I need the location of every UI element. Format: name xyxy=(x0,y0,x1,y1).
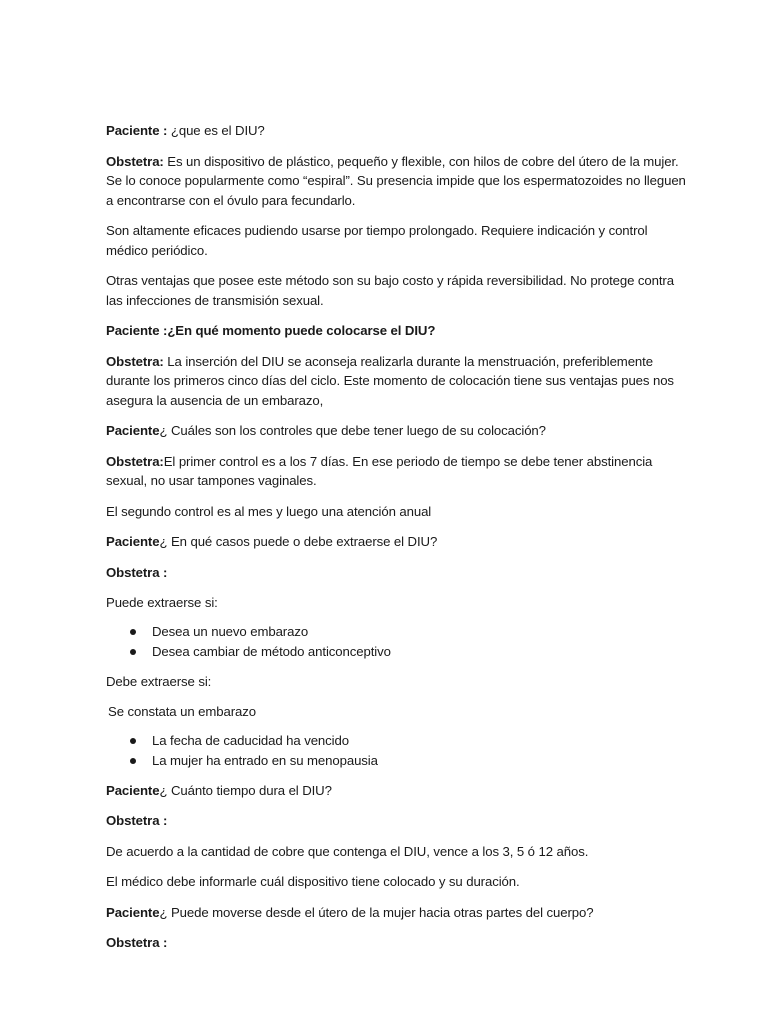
question-1 xyxy=(106,121,688,141)
bullet-icon xyxy=(130,629,136,635)
list-item: Desea un nuevo embarazo xyxy=(130,622,688,642)
bullet-icon xyxy=(130,758,136,764)
list-item: La mujer ha entrado en su menopausia xyxy=(130,751,688,771)
paragraph-inform: El médico debe informarle cuál dispositivo tiene colocado y su duración. xyxy=(106,874,520,889)
speaker-label: Obstetra: xyxy=(106,353,164,369)
question-text: ¿ Cuánto tiempo dura el DIU? xyxy=(159,782,332,798)
speaker-label: Paciente xyxy=(106,782,160,798)
paragraph-duration: De acuerdo a la cantidad de cobre que contenga el DIU, vence a los 3, 5 ó 12 años. xyxy=(106,843,589,859)
paragraph-second-control: El segundo control es al mes y luego una atención anual xyxy=(106,503,432,519)
answer-text: El primer control es a los 7 días. En ese periodo de tiempo se debe tener abstinencia sexual, no usar tampones vaginales. xyxy=(106,453,653,488)
question-text: ¿ Cuáles son los controles que debe tener luego de su colocación? xyxy=(159,423,546,438)
paragraph-pregnancy: Se constata un embarazo xyxy=(108,704,256,719)
answer-6-label xyxy=(106,933,688,953)
question-5 xyxy=(106,781,688,801)
question-2 xyxy=(106,321,688,341)
answer-text: La inserción del DIU se aconseja realizarla durante la menstruación, preferiblemente durante los primeros cinco días del ciclo. Este momento de colocación tiene sus ventajas pues nos asegura la ausencia de un embarazo, xyxy=(106,353,674,408)
answer-2 xyxy=(106,352,688,411)
speaker-label: Paciente : xyxy=(106,123,168,138)
answer-text: Es un dispositivo de plástico, pequeño y flexible, con hilos de cobre del útero de la mujer. Se lo conoce popularmente como “espiral”. Su presencia impide que los espermatozoides no lleguen a encontrarse con el óvulo para fecundarlo. xyxy=(106,153,686,208)
speaker-label: Paciente xyxy=(106,904,160,920)
bullet-icon xyxy=(130,649,136,655)
can-remove-list xyxy=(106,622,688,662)
speaker-label: Paciente :¿En qué momento puede colocarse el DIU? xyxy=(106,323,436,338)
bullet-icon xyxy=(130,738,136,744)
question-text: ¿ En qué casos puede o debe extraerse el DIU? xyxy=(159,534,438,549)
list-item: Desea cambiar de método anticonceptivo xyxy=(130,642,688,662)
answer-1 xyxy=(106,152,688,211)
answer-3 xyxy=(106,452,688,491)
speaker-label: Obstetra : xyxy=(106,813,168,828)
question-4 xyxy=(106,532,688,552)
speaker-label: Obstetra: xyxy=(106,153,164,169)
speaker-label: Obstetra : xyxy=(106,935,168,950)
question-6 xyxy=(106,903,688,923)
answer-5-label xyxy=(106,811,688,831)
paragraph-effectiveness: Son altamente eficaces pudiendo usarse por tiempo prolongado. Requiere indicación y control médico periódico. xyxy=(106,223,648,258)
paragraph-can-remove: Puede extraerse si: xyxy=(106,595,218,610)
speaker-label: Obstetra : xyxy=(106,564,168,580)
speaker-label: Paciente xyxy=(106,423,160,438)
must-remove-list xyxy=(106,731,688,771)
list-item: La fecha de caducidad ha vencido xyxy=(130,731,688,751)
speaker-label: Obstetra: xyxy=(106,453,164,469)
speaker-label: Paciente xyxy=(106,534,160,549)
question-text: ¿ Puede moverse desde el útero de la mujer hacia otras partes del cuerpo? xyxy=(159,904,594,920)
question-3 xyxy=(106,421,688,441)
paragraph-advantages: Otras ventajas que posee este método son su bajo costo y rápida reversibilidad. No protege contra las infecciones de transmisión sexual. xyxy=(106,273,674,308)
answer-4-label xyxy=(106,563,688,583)
paragraph-must-remove: Debe extraerse si: xyxy=(106,673,212,689)
question-text: ¿que es el DIU? xyxy=(167,123,265,138)
